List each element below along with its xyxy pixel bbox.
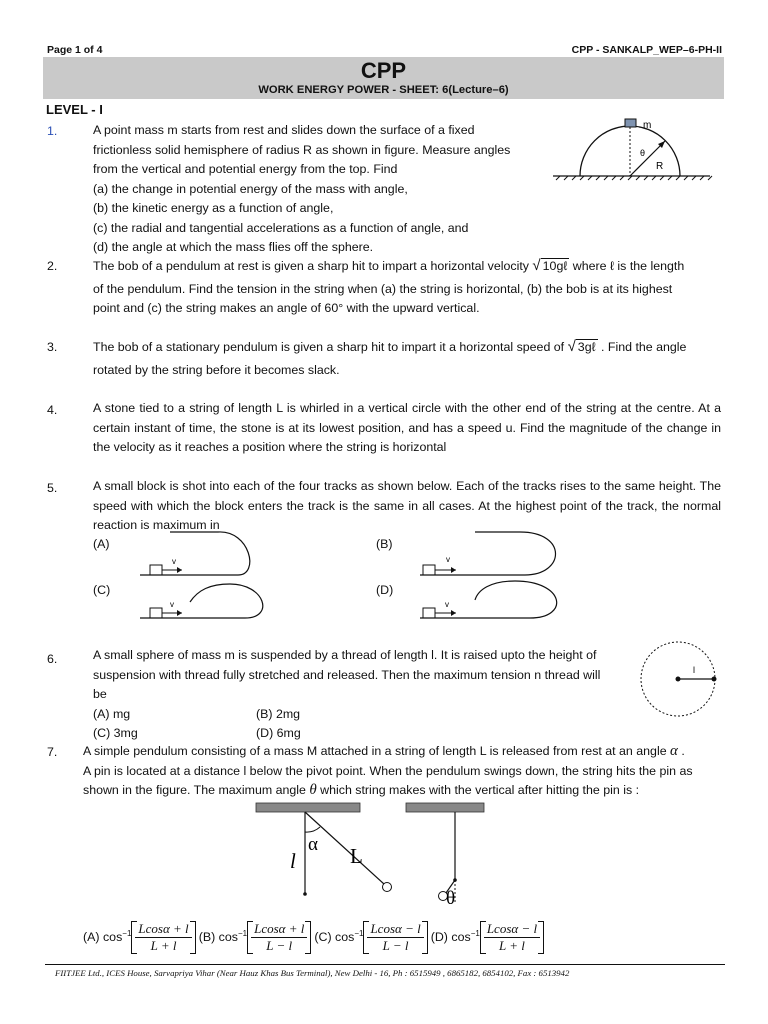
q6-fig-l: l xyxy=(693,665,695,675)
fraction xyxy=(135,921,191,954)
fig1-r-label: R xyxy=(656,161,664,172)
q7-pendulum-figure xyxy=(250,800,510,910)
cos-fn: cos xyxy=(451,930,471,944)
q1-line: (d) the angle at which the mass flies off the sphere. xyxy=(93,240,374,254)
inverse-sup: −1 xyxy=(237,928,248,938)
q7-option-c xyxy=(314,921,427,954)
q3-pre: The bob of a stationary pendulum is given a sharp hit to impart it a horizontal speed of xyxy=(93,340,568,354)
page-number: Page 1 of 4 xyxy=(47,44,103,56)
fig1-theta-label: θ xyxy=(640,148,646,158)
page-subtitle: WORK ENERGY POWER - SHEET: 6(Lecture–6) xyxy=(258,84,509,96)
denominator: L + l xyxy=(150,937,177,953)
q7-options xyxy=(83,914,723,960)
q5-option-c: (C) xyxy=(93,583,111,597)
inverse-sup: −1 xyxy=(470,928,480,938)
q3-number: 3. xyxy=(47,340,58,354)
footer-rule xyxy=(45,964,725,965)
q7-fig-l: l xyxy=(290,849,296,873)
q7-line: shown in the figure. The maximum angle xyxy=(83,783,310,797)
q3-line: rotated by the string before it becomes slack. xyxy=(93,362,340,377)
q6-option-c: (C) 3mg xyxy=(93,726,138,740)
q5-text: A small block is shot into each of the four tracks as shown below. Each of the tracks rises to the same height. The speed with which the block enters the track is the same in all cases. At the highest point of the track, the normal reaction is maximum in xyxy=(93,479,721,532)
q1-line: (b) the kinetic energy as a function of angle, xyxy=(93,201,334,215)
numerator: Lcosα − l xyxy=(484,921,540,938)
q7-option-b xyxy=(199,921,312,954)
sheet-code: CPP - SANKALP_WEP–6-PH-II xyxy=(571,44,722,56)
page-title: CPP xyxy=(360,58,407,83)
q2-post: where ℓ is the length xyxy=(569,259,685,273)
q7-fig-L: L xyxy=(350,844,363,868)
q7-text xyxy=(83,742,728,801)
title-band xyxy=(43,57,724,99)
track-a-figure xyxy=(140,528,270,578)
q2-radicand: 10gℓ xyxy=(542,259,568,273)
track-c-figure xyxy=(140,582,270,622)
q7-line: A pin is located at a distance l below the pivot point. When the pendulum swings down, the string hits the pin as xyxy=(83,763,693,778)
inverse-sup: −1 xyxy=(354,928,364,938)
q2-text xyxy=(93,256,723,319)
numerator: Lcosα + l xyxy=(251,921,307,938)
level-heading: LEVEL - I xyxy=(46,102,103,117)
numerator: Lcosα + l xyxy=(135,921,191,938)
track-a-v: v xyxy=(172,557,176,566)
track-b-figure xyxy=(420,528,570,578)
q6-option-d: (D) 6mg xyxy=(256,726,301,740)
q7-option-a xyxy=(83,921,196,954)
q7-fig-alpha: α xyxy=(308,834,318,855)
fig1-m-label: m xyxy=(643,120,652,131)
q4-number: 4. xyxy=(47,403,58,417)
q7-line: A simple pendulum consisting of a mass M attached in a string of length L is released from rest at an angle xyxy=(83,744,671,758)
q5-option-a: (A) xyxy=(93,537,110,551)
q6-line: be xyxy=(93,687,107,701)
q2-pre: The bob of a pendulum at rest is given a sharp hit to impart a horizontal velocity xyxy=(93,259,533,273)
option-label: (C) xyxy=(314,930,332,944)
q1-line: A point mass m starts from rest and slides down the surface of a fixed xyxy=(93,123,475,137)
q1-number: 1. xyxy=(47,124,58,138)
q1-line: frictionless solid hemisphere of radius R as shown in figure. Measure angles xyxy=(93,142,511,157)
fraction xyxy=(484,921,540,954)
track-c-v: v xyxy=(170,600,174,609)
numerator: Lcosα − l xyxy=(367,921,423,938)
q7-fig-theta: θ xyxy=(446,888,456,909)
option-label: (B) xyxy=(198,930,216,944)
q6-option-a: (A) mg xyxy=(93,707,131,721)
q7-alpha: α xyxy=(670,743,678,759)
q1-line: from the vertical and potential energy from the top. Find xyxy=(93,162,398,176)
bracket xyxy=(480,921,544,954)
q7-line-end: . xyxy=(677,744,685,758)
q7-option-d xyxy=(431,921,544,954)
q6-number: 6. xyxy=(47,652,58,666)
q2-line: point and (c) the string makes an angle of 60° with the upward vertical. xyxy=(93,301,480,315)
q6-line: A small sphere of mass m is suspended by a thread of length l. It is raised upto the height of xyxy=(93,648,597,662)
fraction xyxy=(367,921,423,954)
q3-text xyxy=(93,337,723,380)
q1-line: (c) the radial and tangential accelerations as a function of angle, and xyxy=(93,220,469,235)
q1-line: (a) the change in potential energy of the mass with angle, xyxy=(93,181,408,196)
q3-post: . Find the angle xyxy=(597,340,687,354)
q1-text xyxy=(93,121,543,258)
denominator: L − l xyxy=(266,937,293,953)
bracket xyxy=(131,921,195,954)
q6-circle-figure xyxy=(640,640,720,720)
q2-line: of the pendulum. Find the tension in the string when (a) the string is horizontal, (b) the bob is at its highest xyxy=(93,281,673,296)
cos-fn: cos xyxy=(102,930,123,944)
cos-fn: cos xyxy=(218,930,238,944)
q3-radicand: 3gℓ xyxy=(577,340,596,354)
q6-line: suspension with thread fully stretched and released. Then the maximum tension n thread will xyxy=(93,667,601,682)
q5-option-b: (B) xyxy=(376,537,393,551)
track-b-v: v xyxy=(446,555,450,564)
option-label: (A) xyxy=(83,930,100,944)
track-d-figure xyxy=(420,578,570,624)
q6-option-b: (B) 2mg xyxy=(256,707,301,721)
option-label: (D) xyxy=(430,930,448,944)
q6-text xyxy=(93,646,638,705)
q7-number: 7. xyxy=(47,745,58,759)
hemisphere-figure xyxy=(548,114,718,184)
denominator: L + l xyxy=(499,937,525,953)
footer-address: FIITJEE Ltd., ICES House, Sarvapriya Vihar (Near Hauz Khas Bus Terminal), New Delhi - 16, Ph : 6515949 , 6865182, 6854102, Fax : 6513942 xyxy=(55,968,570,978)
q7-theta: θ xyxy=(309,782,317,798)
sqrt-symbol: √ xyxy=(532,257,541,274)
q7-line-end: which string makes with the vertical after hitting the pin is : xyxy=(316,783,640,797)
denominator: L − l xyxy=(382,937,409,953)
fraction xyxy=(251,921,307,954)
sqrt-symbol: √ xyxy=(567,338,576,355)
inverse-sup: −1 xyxy=(122,928,132,938)
track-d-v: v xyxy=(445,600,449,609)
q2-number: 2. xyxy=(47,259,58,273)
q4-text: A stone tied to a string of length L is whirled in a vertical circle with the other end of the string at the centre. At a certain instant of time, the stone is at its lowest position, and has a speed u. Find the magnitude of the change in the velocity as it reaches a position where the string is horizontal xyxy=(93,401,721,454)
q5-option-d: (D) xyxy=(376,583,394,597)
bracket xyxy=(363,921,427,954)
q5-number: 5. xyxy=(47,481,58,495)
bracket xyxy=(247,921,311,954)
cos-fn: cos xyxy=(335,930,355,944)
